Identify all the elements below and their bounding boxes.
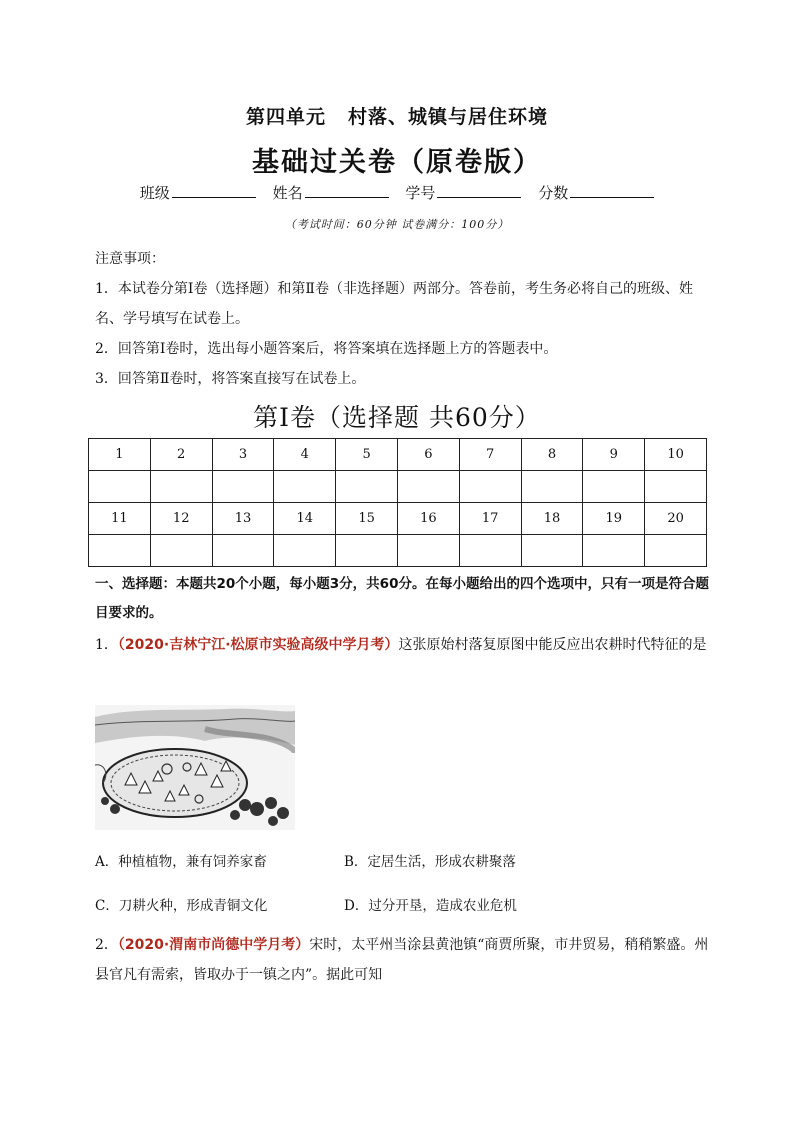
option-d[interactable]: D．过分开垦，造成农业危机 <box>344 898 517 914</box>
answer-number: 19 <box>583 503 645 535</box>
name-field[interactable]: 姓名 <box>273 182 389 203</box>
answer-number: 13 <box>212 503 274 535</box>
answer-cell[interactable] <box>150 471 212 503</box>
question-source: （2020·渭南市尚德中学月考） <box>117 937 310 953</box>
answer-number: 6 <box>397 439 459 471</box>
note-item: 3．回答第Ⅱ卷时，将答案直接写在试卷上。 <box>95 371 366 387</box>
answer-blank-row <box>89 471 707 503</box>
answer-cell[interactable] <box>521 471 583 503</box>
option-a[interactable]: A．种植植物，兼有饲养家畜 <box>95 854 267 870</box>
section-description: 一、选择题：本题共20个小题，每小题3分，共60分。在每小题给出的四个选项中，只有一项是符合题目要求的。 <box>95 576 709 621</box>
answer-cell[interactable] <box>150 535 212 567</box>
score-field[interactable]: 分数 <box>538 182 654 203</box>
answer-number: 2 <box>150 439 212 471</box>
notes-section <box>95 244 715 394</box>
answer-cell[interactable] <box>397 471 459 503</box>
answer-number: 15 <box>336 503 398 535</box>
answer-number: 1 <box>89 439 151 471</box>
option-b[interactable]: B．定居生活，形成农耕聚落 <box>344 854 516 870</box>
answer-number: 3 <box>212 439 274 471</box>
answer-table <box>88 438 707 567</box>
notes-heading: 注意事项： <box>95 251 165 267</box>
answer-number: 14 <box>274 503 336 535</box>
answer-number: 11 <box>89 503 151 535</box>
question-number: 1． <box>95 637 118 653</box>
unit-title: 第四单元 村落、城镇与居住环境 <box>245 106 549 128</box>
answer-cell[interactable] <box>397 535 459 567</box>
question-stem: 这张原始村落复原图中能反应出农耕时代特征的是 <box>398 637 707 653</box>
answer-number: 17 <box>459 503 521 535</box>
answer-cell[interactable] <box>274 535 336 567</box>
answer-cell[interactable] <box>212 471 274 503</box>
answer-cell[interactable] <box>89 471 151 503</box>
student-info-line <box>0 182 794 203</box>
answer-cell[interactable] <box>521 535 583 567</box>
question-1 <box>95 630 715 660</box>
part1-title: 第Ⅰ卷（选择题 共60分） <box>253 403 541 432</box>
note-item: 2．回答第Ⅰ卷时，选出每小题答案后，将答案填在选择题上方的答题表中。 <box>95 341 558 357</box>
question-2 <box>95 930 715 990</box>
answer-cell[interactable] <box>336 471 398 503</box>
answer-number: 8 <box>521 439 583 471</box>
answer-cell[interactable] <box>645 471 707 503</box>
answer-cell[interactable] <box>89 535 151 567</box>
answer-cell[interactable] <box>212 535 274 567</box>
question-source: （2020·吉林宁江·松原市实验高级中学月考） <box>117 637 399 653</box>
answer-number: 20 <box>645 503 707 535</box>
answer-cell[interactable] <box>336 535 398 567</box>
answer-cell[interactable] <box>459 471 521 503</box>
answer-number-row <box>89 503 707 535</box>
village-reconstruction-figure <box>95 705 295 830</box>
class-field[interactable]: 班级 <box>140 182 256 203</box>
answer-cell[interactable] <box>459 535 521 567</box>
answer-number: 7 <box>459 439 521 471</box>
answer-number: 16 <box>397 503 459 535</box>
answer-number: 18 <box>521 503 583 535</box>
answer-cell[interactable] <box>274 471 336 503</box>
answer-number: 4 <box>274 439 336 471</box>
answer-number: 9 <box>583 439 645 471</box>
exam-meta: （考试时间：60分钟 试卷满分：100分） <box>284 218 510 231</box>
answer-number: 10 <box>645 439 707 471</box>
exam-title: 基础过关卷（原卷版） <box>252 147 542 178</box>
answer-blank-row <box>89 535 707 567</box>
student-id-field[interactable]: 学号 <box>405 182 521 203</box>
question-stem: 宋时，太平州当涂县黄池镇“商贾所聚，市井贸易，稍稍繁盛。州县官凡有需索，皆取办于一镇之内”。据此可知 <box>95 937 709 983</box>
answer-cell[interactable] <box>583 471 645 503</box>
answer-number-row <box>89 439 707 471</box>
answer-number: 5 <box>336 439 398 471</box>
note-item: 1．本试卷分第Ⅰ卷（选择题）和第Ⅱ卷（非选择题）两部分。答卷前，考生务必将自己的班级、姓名、学号填写在试卷上。 <box>95 281 693 327</box>
option-c[interactable]: C．刀耕火种，形成青铜文化 <box>95 898 268 914</box>
question-number: 2． <box>95 937 118 953</box>
answer-cell[interactable] <box>645 535 707 567</box>
answer-cell[interactable] <box>583 535 645 567</box>
answer-number: 12 <box>150 503 212 535</box>
